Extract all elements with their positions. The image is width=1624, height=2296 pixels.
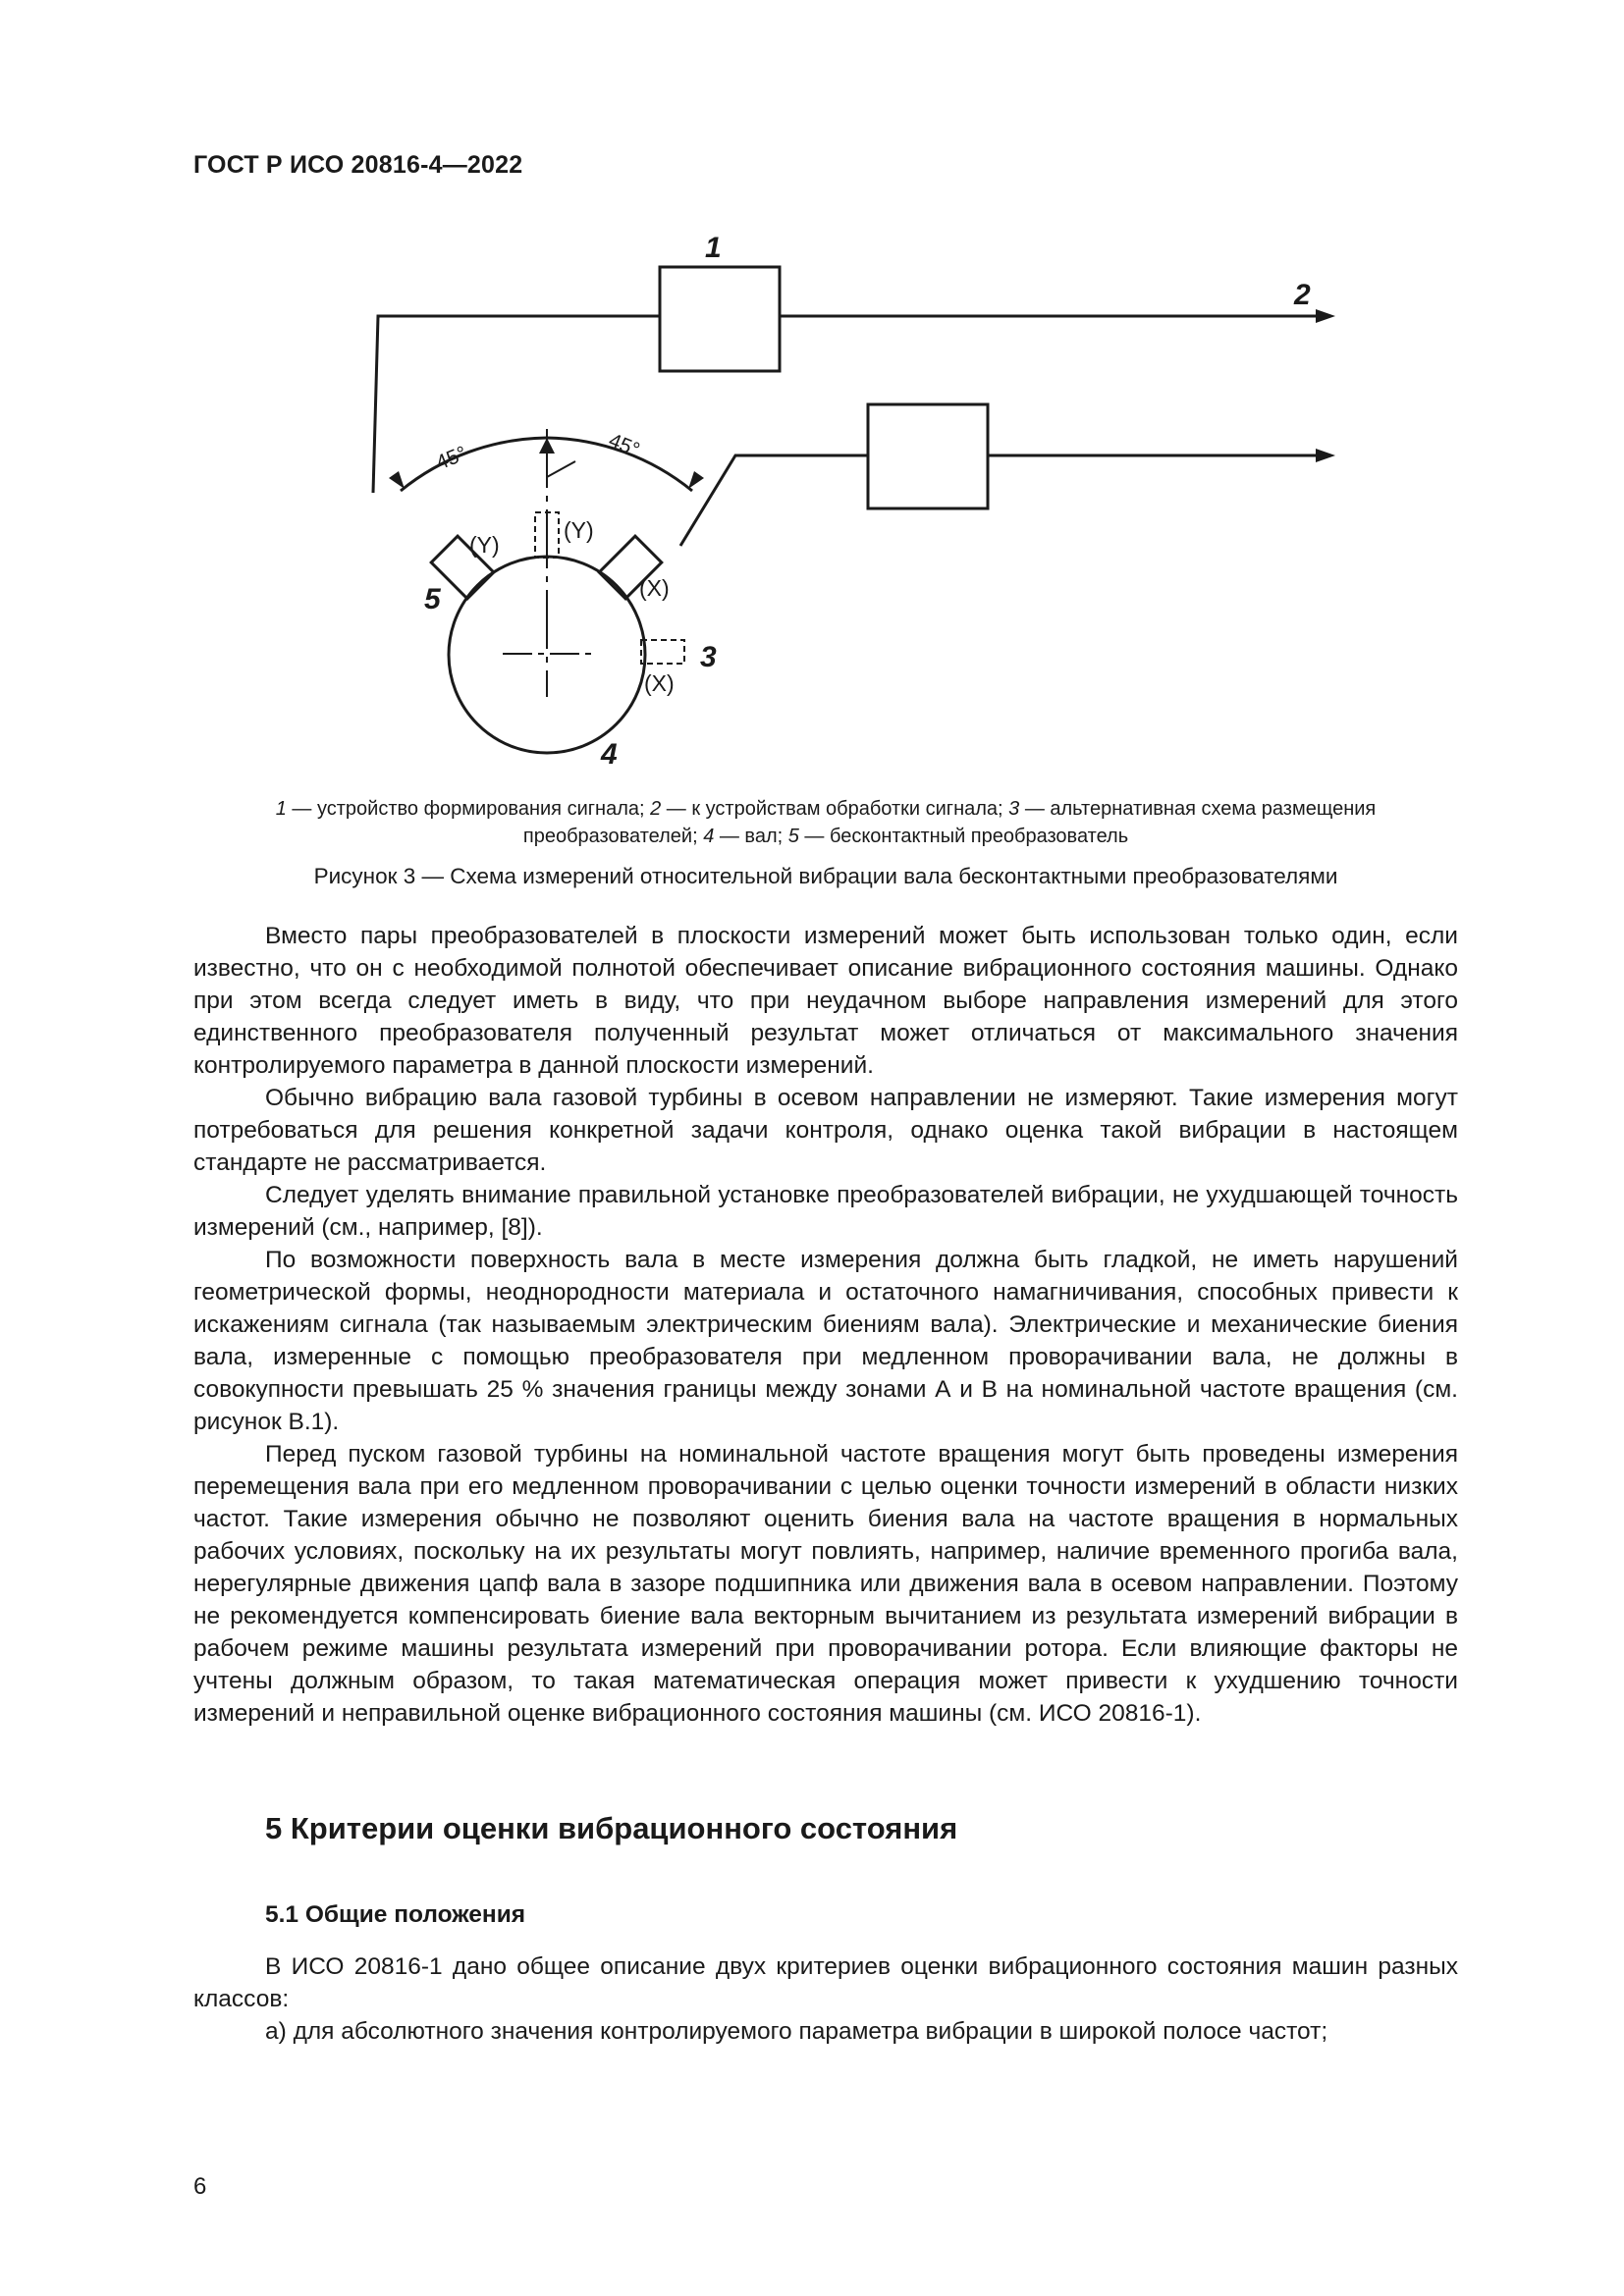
paragraph: Обычно вибрацию вала газовой турбины в осевом направлении не измеряют. Такие измерения могут потребоваться для решения конкретной задачи контроля, однако оценка такой вибрации в настоящем стандарте не рассматривается. xyxy=(193,1085,1458,1176)
angle-right-label: 45° xyxy=(605,429,643,462)
paragraph: По возможности поверхность вала в месте измерения должна быть гладкой, не иметь нарушений геометрической формы, неоднородности материала и остаточного намагничивания, способных привести к искажениям сигнала (так называемым электрическим биениям вала). Электрические и механические биения вала, измеренные с помощью преобразователя при медленном проворачивании вала, не должны в совокупности превышать 25 % значения границы между зонами А и В на номинальной частоте вращения (см. рисунок В.1). xyxy=(193,1247,1458,1435)
legend-num-4: 4 xyxy=(703,826,715,847)
legend-text-3: — альтернативная схема размещения xyxy=(1019,798,1377,820)
y-center-label: (Y) xyxy=(564,517,594,543)
label-1: 1 xyxy=(705,232,722,264)
label-3: 3 xyxy=(700,641,717,673)
arc-arrowhead-left xyxy=(389,471,405,489)
legend-num-1: 1 xyxy=(275,798,287,820)
arc-arrowhead-top xyxy=(539,438,555,454)
arc-arrowhead-right xyxy=(688,471,704,489)
figure-legend xyxy=(193,795,1458,850)
sensor-alt-3 xyxy=(641,640,684,664)
signal-device-box-2 xyxy=(868,404,988,508)
x-alt-label: (X) xyxy=(644,670,675,696)
section-5-heading: 5 Критерии оценки вибрационного состояния xyxy=(265,1811,958,1845)
angle-left-label: 45° xyxy=(432,442,470,475)
legend-text-5: — бесконтактный преобразователь xyxy=(798,826,1129,847)
angle-tick xyxy=(547,461,575,477)
y-left-label: (Y) xyxy=(469,532,500,558)
shaft-vibration-measurement-diagram xyxy=(0,0,1624,785)
signal-device-box-1 xyxy=(660,267,780,371)
label-5: 5 xyxy=(424,583,441,615)
legend-text-2: — к устройствам обработки сигнала; xyxy=(661,798,1009,820)
signal-line-right xyxy=(680,455,868,546)
paragraph: В ИСО 20816-1 дано общее описание двух критериев оценки вибрационного состояния машин разных классов: xyxy=(193,1953,1458,2012)
figure-caption: Рисунок 3 — Схема измерений относительной вибрации вала бесконтактными преобразователями xyxy=(313,864,1338,888)
arrowhead-top xyxy=(1316,309,1335,323)
label-2: 2 xyxy=(1294,279,1311,311)
paragraph: Вместо пары преобразователей в плоскости измерений может быть использован только один, если известно, что он с необходимой полнотой обеспечивает описание вибрационного состояния машины. Однако при этом всегда следует иметь в виду, что при неудачном выборе направления измерений для этого единственного преобразователя полученный результат может отличаться от максимального значения контролируемого параметра в данной плоскости измерений. xyxy=(193,923,1458,1079)
legend-text-3b: преобразователей; xyxy=(522,826,704,847)
page-number: 6 xyxy=(193,2173,207,2200)
legend-num-5: 5 xyxy=(787,826,799,847)
body-text xyxy=(193,920,1458,1730)
section-5-1-heading: 5.1 Общие положения xyxy=(265,1901,526,1928)
list-item: а) для абсолютного значения контролируемого параметра вибрации в широкой полосе частот; xyxy=(265,2018,1328,2045)
document-code-header: ГОСТ Р ИСО 20816-4—2022 xyxy=(193,151,523,179)
paragraph: Следует уделять внимание правильной установке преобразователей вибрации, не ухудшающей точность измерений (см., например, [8]). xyxy=(193,1182,1458,1241)
legend-num-2: 2 xyxy=(650,798,662,820)
label-4: 4 xyxy=(601,738,618,771)
section-5-1-text xyxy=(193,1950,1458,2048)
legend-text-4: — вал; xyxy=(714,826,788,847)
legend-text-1: — устройство формирования сигнала; xyxy=(286,798,651,820)
paragraph: Перед пуском газовой турбины на номинальной частоте вращения могут быть проведены измерения перемещения вала при его медленном проворачивании с целью оценки точности измерений в области низких частот. Такие измерения обычно не позволяют оценить биения вала на частоте вращения в нормальных рабочих условиях, поскольку на их результаты могут повлиять, например, наличие временного прогиба вала, нерегулярные движения цапф вала в зазоре подшипника или движения вала в осевом направлении. Поэтому не рекомендуется компенсировать биение вала векторным вычитанием из результата измерений вибрации в рабочем режиме машины результата измерений при проворачивании ротора. Если влияющие факторы не учтены должным образом, то такая математическая операция может привести к ухудшению точности измерений и неправильной оценке вибрационного состояния машины (см. ИСО 20816-1). xyxy=(193,1441,1458,1727)
x-right-label: (X) xyxy=(639,575,670,601)
arrowhead-lower xyxy=(1316,449,1335,462)
angle-arc-left xyxy=(401,438,547,491)
legend-num-3: 3 xyxy=(1008,798,1020,820)
signal-line-left xyxy=(373,316,660,493)
figure-diagram xyxy=(0,0,1624,785)
